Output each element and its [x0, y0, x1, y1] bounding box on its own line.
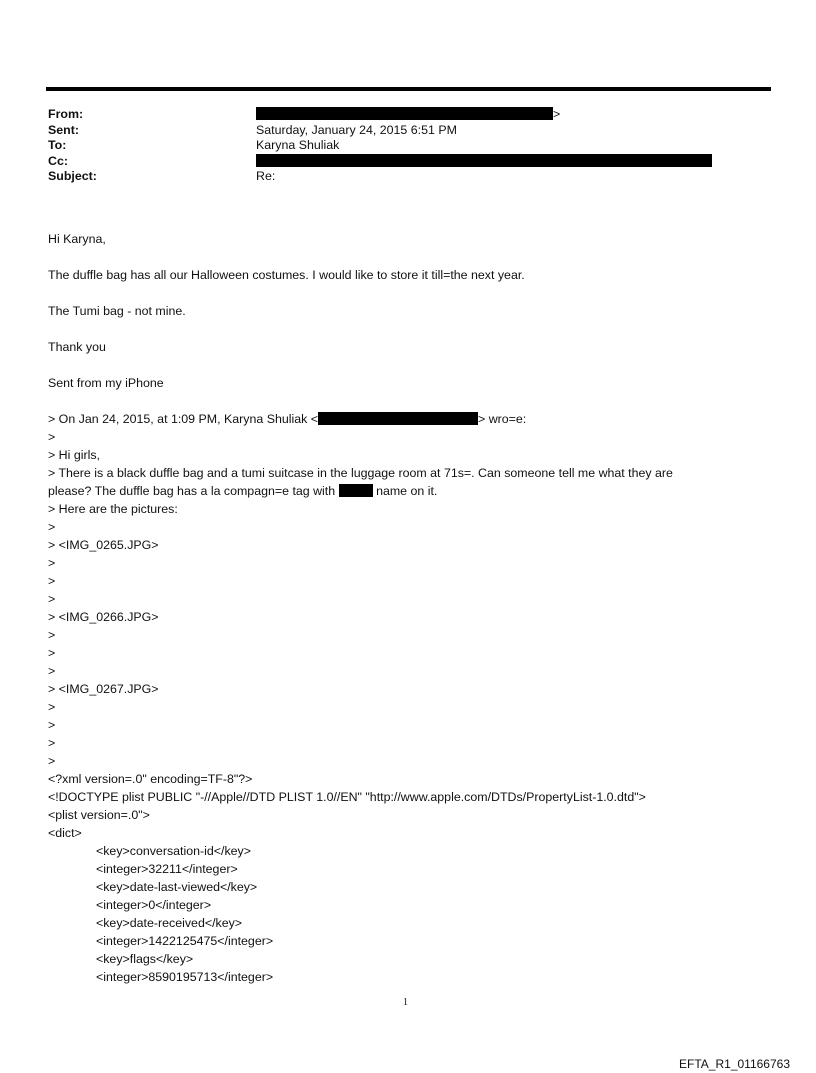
- plist-line: <key>flags</key>: [96, 952, 194, 966]
- quote-line: >: [48, 646, 56, 660]
- quote-line: >: [48, 520, 56, 534]
- email-body: [48, 230, 748, 986]
- quote-line: > Hi girls,: [48, 448, 100, 462]
- attachment-line: > <IMG_0266.JPG>: [48, 610, 159, 624]
- subject-label: Subject:: [48, 169, 97, 183]
- quote-line: >: [48, 628, 56, 642]
- cc-row: [48, 154, 728, 170]
- plist-line: <plist version=.0">: [48, 808, 150, 822]
- sent-row: [48, 123, 728, 139]
- redaction-box: [318, 412, 478, 425]
- page-number: 1: [403, 997, 408, 1008]
- signature: Sent from my iPhone: [48, 376, 164, 390]
- quote-line: >: [48, 718, 56, 732]
- body-line: The Tumi bag - not mine.: [48, 304, 186, 318]
- attachment-line: > <IMG_0265.JPG>: [48, 538, 159, 552]
- plist-line: <integer>32211</integer>: [96, 862, 238, 876]
- plist-line: <key>conversation-id</key>: [96, 844, 251, 858]
- sent-label: Sent:: [48, 122, 79, 137]
- subject-value: Re:: [256, 169, 276, 183]
- from-row: [48, 107, 728, 123]
- email-header: [48, 107, 728, 185]
- cc-label: Cc:: [48, 153, 68, 168]
- to-label: To:: [48, 138, 67, 152]
- plist-line: <?xml version=.0" encoding=TF-8"?>: [48, 772, 253, 786]
- redaction-box: [256, 107, 553, 120]
- bates-number: EFTA_R1_01166763: [679, 1057, 790, 1071]
- quote-line: >: [48, 592, 56, 606]
- plist-line: <!DOCTYPE plist PUBLIC "-//Apple//DTD PLIST 1.0//EN" "http://www.apple.com/DTDs/PropertyList-1.0.dtd">: [48, 790, 646, 804]
- sent-value: Saturday, January 24, 2015 6:51 PM: [256, 122, 457, 137]
- from-label: From:: [48, 107, 84, 121]
- header-rule: [46, 87, 771, 91]
- from-value-tail: >: [553, 107, 561, 121]
- quote-line: > Here are the pictures:: [48, 502, 178, 516]
- plist-line: <integer>8590195713</integer>: [96, 970, 274, 984]
- attachment-line: > <IMG_0267.JPG>: [48, 682, 159, 696]
- quote-line: >: [48, 664, 56, 678]
- quote-line: >: [48, 430, 56, 444]
- to-row: [48, 138, 728, 154]
- plist-line: <key>date-received</key>: [96, 916, 243, 930]
- body-line: Thank you: [48, 340, 106, 354]
- plist-line: <integer>1422125475</integer>: [96, 934, 274, 948]
- quote-line: > There is a black duffle bag and a tumi suitcase in the luggage room at 71s=. Can someone tell me what they are: [48, 466, 673, 480]
- greeting: Hi Karyna,: [48, 232, 106, 246]
- quote-line: >: [48, 754, 56, 768]
- quote-line: >: [48, 556, 56, 570]
- quote-line: >: [48, 736, 56, 750]
- quote-line: >: [48, 700, 56, 714]
- to-value: Karyna Shuliak: [256, 138, 340, 152]
- quote-line: please? The duffle bag has a la compagn=e tag with name on it.: [48, 484, 438, 498]
- plist-line: <integer>0</integer>: [96, 898, 212, 912]
- redaction-box: [339, 484, 373, 497]
- subject-row: [48, 169, 728, 185]
- quote-line: >: [48, 574, 56, 588]
- body-line: The duffle bag has all our Halloween costumes. I would like to store it till=the next year.: [48, 268, 525, 282]
- quote-header-line: > On Jan 24, 2015, at 1:09 PM, Karyna Shuliak < > wro=e:: [48, 412, 527, 426]
- plist-line: <key>date-last-viewed</key>: [96, 880, 258, 894]
- plist-line: <dict>: [48, 826, 82, 840]
- redaction-box: [256, 154, 712, 167]
